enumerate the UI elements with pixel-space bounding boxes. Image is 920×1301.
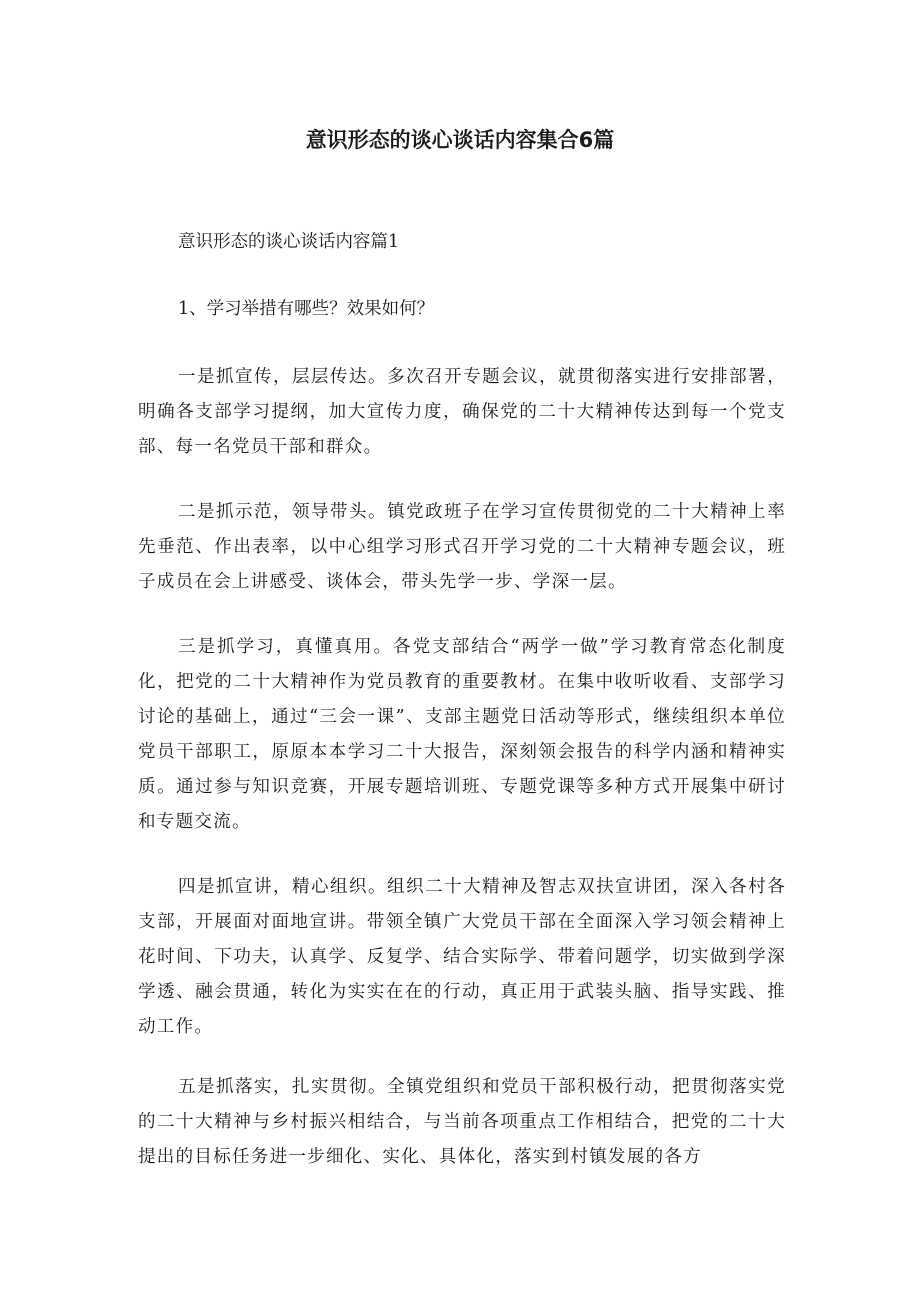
paragraph-study: 三是抓学习，真懂真用。各党支部结合“两学一做”学习教育常态化制度化，把党的二十大精神作为党员教育的重要教材。在集中收听收看、支部学习讨论的基础上，通过“三会一课”、支部主题党日活动等形式，继续组织本单位党员干部职工，原原本本学习二十大报告，深刻领会报告的科学内涵和精神实质。通过参与知识竞赛，开展专题培训班、专题党课等多种方式开展集中研讨和专题交流。 bbox=[138, 637, 786, 832]
paragraph-demonstration: 二是抓示范，领导带头。镇党政班子在学习宣传贯彻党的二十大精神上率先垂范、作出表率，以中心组学习形式召开学习党的二十大精神专题会议，班子成员在会上讲感受、谈体会，带头先学一步、学深一层。 bbox=[138, 502, 786, 592]
section-heading: 意识形态的谈心谈话内容篇1 bbox=[178, 232, 400, 252]
document-title: 意识形态的谈心谈话内容集合6篇 bbox=[305, 128, 615, 152]
paragraph-publicity: 一是抓宣传，层层传达。多次召开专题会议，就贯彻落实进行安排部署，明确各支部学习提纲，加大宣传力度，确保党的二十大精神传达到每一个党支部、每一名党员干部和群众。 bbox=[138, 367, 786, 457]
question-heading: 1、学习举措有哪些？效果如何？ bbox=[178, 299, 435, 319]
paragraph-lecture: 四是抓宣讲，精心组织。组织二十大精神及智志双扶宣讲团，深入各村各支部，开展面对面地宣讲。带领全镇广大党员干部在全面深入学习领会精神上花时间、下功夫，认真学、反复学、结合实际学、带着问题学，切实做到学深学透、融会贯通，转化为实实在在的行动，真正用于武装头脑、指导实践、推动工作。 bbox=[138, 877, 786, 1037]
paragraph-implementation: 五是抓落实，扎实贯彻。全镇党组织和党员干部积极行动，把贯彻落实党的二十大精神与乡村振兴相结合，与当前各项重点工作相结合，把党的二十大提出的目标任务进一步细化、实化、具体化，落实到村镇发展的各方 bbox=[138, 1077, 786, 1167]
